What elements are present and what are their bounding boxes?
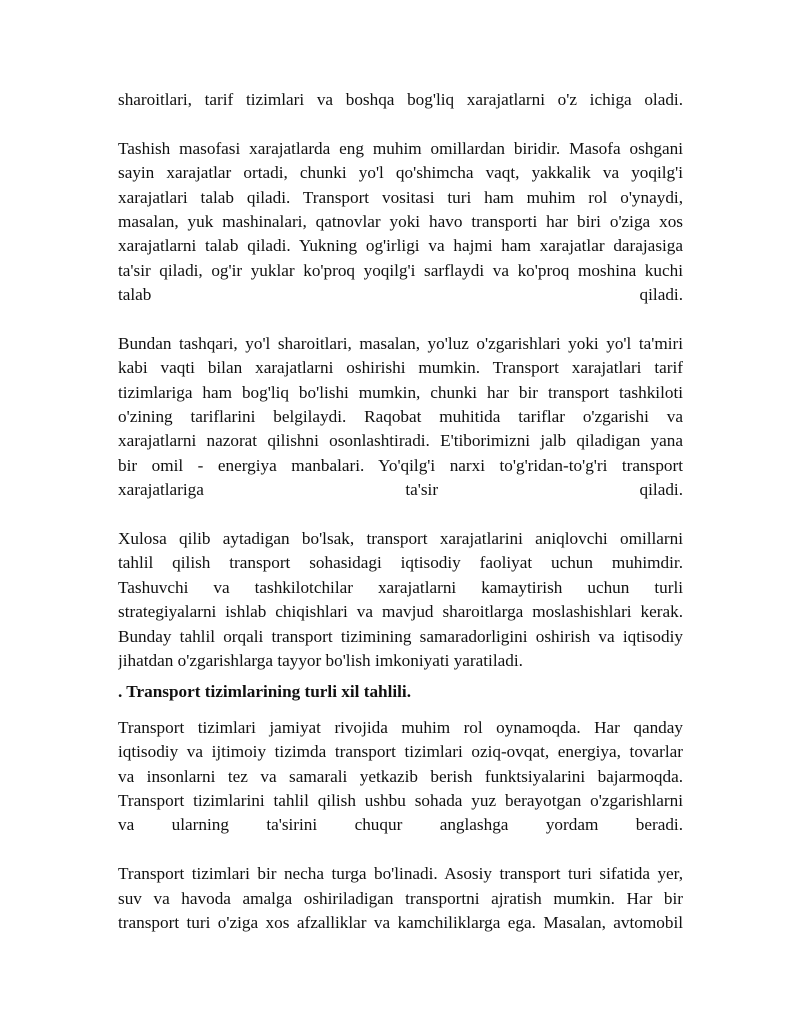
text-line: xarajatlarni talab qiladi. Yukning og'irligi va hajmi ham xarajatlar darajasiga <box>118 236 683 256</box>
text-line: sharoitlari, tarif tizimlari va boshqa bog'liq xarajatlarni o'z ichiga oladi. <box>118 90 683 109</box>
paragraph-transport-systems <box>118 716 683 838</box>
text-line: va insonlarni tez va samarali yetkazib berish funktsiyalarini bajarmoqda. <box>118 766 683 786</box>
text-line: kabi vaqti bilan xarajatlarni oshirishi mumkin. Transport xarajatlari tarif <box>118 358 683 378</box>
text-line: tizimlariga ham bog'liq bo'lishi mumkin, chunki har bir transport tashkiloti <box>118 382 683 402</box>
text-line: Transport tizimlarini tahlil qilish ushbu sohada yuz berayotgan o'zgarishlarni <box>118 790 683 810</box>
text-line: Tashish masofasi xarajatlarda eng muhim omillardan biridir. Masofa oshgani <box>118 138 683 158</box>
paragraph-road-conditions <box>118 332 683 503</box>
section-heading: . Transport tizimlarining turli xil tahlili. <box>118 682 411 702</box>
text-line: suv va havoda amalga oshiriladigan transportni ajratish mumkin. Har bir <box>118 888 683 908</box>
text-line: Transport tizimlari bir necha turga bo'linadi. Asosiy transport turi sifatida yer, <box>118 864 683 884</box>
text-line: masalan, yuk mashinalari, qatnovlar yoki havo transporti har biri o'ziga xos <box>118 211 683 231</box>
text-line: Xulosa qilib aytadigan bo'lsak, transport xarajatlarini aniqlovchi omillarni <box>118 529 683 549</box>
paragraph-conclusion <box>118 527 683 673</box>
text-line: talab qiladi. <box>118 285 683 305</box>
text-line: Tashuvchi va tashkilotchilar xarajatlarni kamaytirish uchun turli <box>118 577 683 597</box>
document-page <box>118 88 683 935</box>
text-line: jihatdan o'zgarishlarga tayyor bo'lish imkoniyati yaratiladi. <box>118 650 523 670</box>
text-line: Bunday tahlil orqali transport tizimining samaradorligini oshirish va iqtisodiy <box>118 626 683 646</box>
text-line: sayin xarajatlar ortadi, chunki yo'l qo'shimcha vaqt, yakkalik va yoqilg'i <box>118 163 683 183</box>
paragraph-continuation <box>118 88 683 112</box>
text-line: va ularning ta'sirini chuqur anglashga yordam beradi. <box>118 815 683 835</box>
text-line: xarajatlarni nazorat qilishni osonlashtiradi. E'tiborimizni jalb qiladigan yana <box>118 431 683 451</box>
paragraph-distance-costs <box>118 137 683 308</box>
text-line: ta'sir qiladi, og'ir yuklar ko'proq yoqilg'i sarflaydi va ko'proq moshina kuchi <box>118 260 683 280</box>
text-line: xarajatlariga ta'sir qiladi. <box>118 480 683 500</box>
text-line: Transport tizimlari jamiyat rivojida muhim rol oynamoqda. Har qanday <box>118 717 683 737</box>
text-line: o'zining tariflarini belgilaydi. Raqobat muhitida tariflar o'zgarishi va <box>118 407 683 427</box>
paragraph-transport-types <box>118 862 683 935</box>
text-line: bir omil - energiya manbalari. Yo'qilg'i narxi to'g'ridan-to'g'ri transport <box>118 455 683 475</box>
text-line: transport turi o'ziga xos afzalliklar va kamchiliklarga ega. Masalan, avtomobil <box>118 912 683 932</box>
text-line: tahlil qilish transport sohasidagi iqtisodiy faoliyat uchun muhimdir. <box>118 553 683 573</box>
text-line: strategiyalarni ishlab chiqishlari va mavjud sharoitlarga moslashishlari kerak. <box>118 602 683 622</box>
text-line: Bundan tashqari, yo'l sharoitlari, masalan, yo'luz o'zgarishlari yoki yo'l ta'miri <box>118 333 683 353</box>
text-line: iqtisodiy va ijtimoiy tizimda transport tizimlari oziq-ovqat, energiya, tovarlar <box>118 742 683 762</box>
text-line: xarajatlari talab qiladi. Transport vositasi turi ham muhim rol o'ynaydi, <box>118 187 683 207</box>
